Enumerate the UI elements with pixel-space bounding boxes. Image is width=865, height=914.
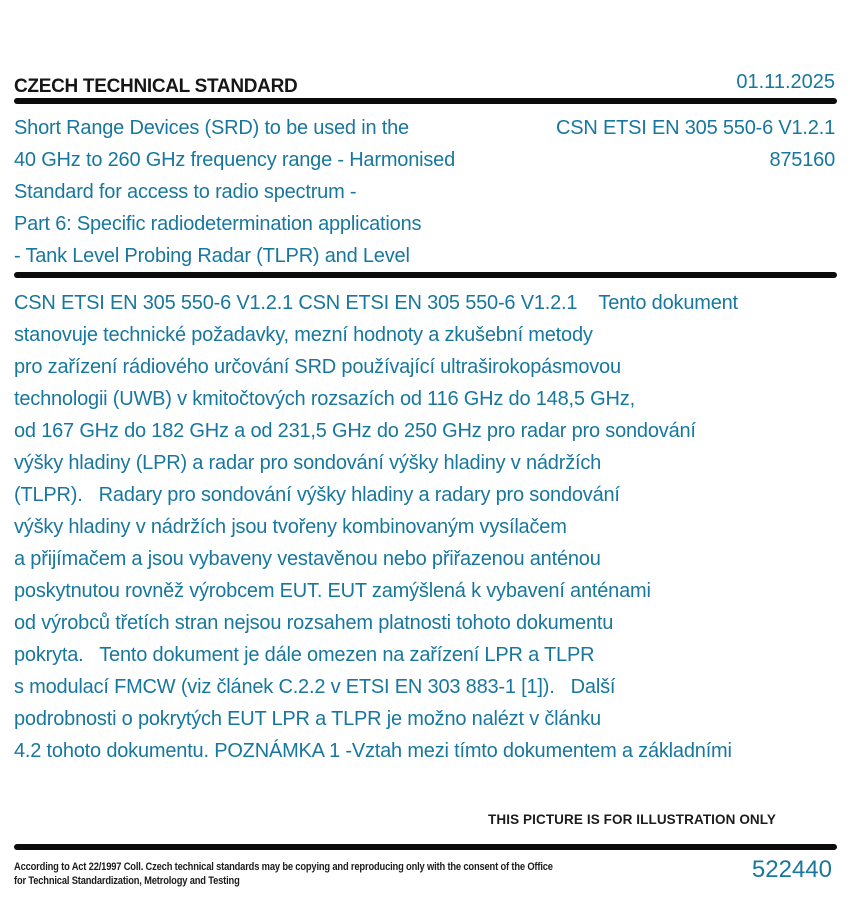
standard-title-line: Standard for access to radio spectrum - xyxy=(14,181,357,203)
abstract-line: stanovuje technické požadavky, mezní hodnoty a zkušební metody xyxy=(14,324,593,346)
page-title: CZECH TECHNICAL STANDARD xyxy=(14,76,298,97)
standard-title-line: - Tank Level Probing Radar (TLPR) and Level xyxy=(14,245,410,267)
copyright-line: for Technical Standardization, Metrology and Testing xyxy=(14,874,240,887)
abstract-line: s modulací FMCW (viz článek C.2.2 v ETSI EN 303 883-1 [1]). Další xyxy=(14,676,616,698)
standard-reference xyxy=(556,112,835,176)
abstract-text xyxy=(14,287,738,767)
standard-title xyxy=(14,112,455,272)
abstract-line: 4.2 tohoto dokumentu. POZNÁMKA 1 -Vztah mezi tímto dokumentem a základními xyxy=(14,740,732,762)
abstract-line: výšky hladiny (LPR) a radar pro sondování výšky hladiny v nádržích xyxy=(14,452,602,474)
abstract-line: výšky hladiny v nádržích jsou tvořeny kombinovaným vysílačem xyxy=(14,516,567,538)
abstract-line: technologii (UWB) v kmitočtových rozsazích od 116 GHz do 148,5 GHz, xyxy=(14,388,635,410)
abstract-line: od výrobců třetích stran nejsou rozsahem platnosti tohoto dokumentu xyxy=(14,612,614,634)
abstract-line: pro zařízení rádiového určování SRD používající ultraširokopásmovou xyxy=(14,356,621,378)
standard-title-line: 40 GHz to 260 GHz frequency range - Harmonised xyxy=(14,149,456,171)
abstract-line: podrobnosti o pokrytých EUT LPR a TLPR je možno nalézt v článku xyxy=(14,708,601,730)
standard-designation: CSN ETSI EN 305 550-6 V1.2.1 xyxy=(556,117,835,139)
abstract-line: od 167 GHz do 182 GHz a od 231,5 GHz do 250 GHz pro radar pro sondování xyxy=(14,420,696,442)
abstract-line: (TLPR). Radary pro sondování výšky hladiny a radary pro sondování xyxy=(14,484,620,506)
title-divider xyxy=(14,272,837,278)
standard-title-line: Short Range Devices (SRD) to be used in the xyxy=(14,117,409,139)
abstract-line: CSN ETSI EN 305 550-6 V1.2.1 CSN ETSI EN 305 550-6 V1.2.1 Tento dokument xyxy=(14,292,738,314)
abstract-line: a přijímačem a jsou vybaveny vestavěnou nebo přiřazenou anténou xyxy=(14,548,601,570)
abstract-line: pokryta. Tento dokument je dále omezen na zařízení LPR a TLPR xyxy=(14,644,595,666)
illustration-notice: THIS PICTURE IS FOR ILLUSTRATION ONLY xyxy=(488,812,776,827)
copyright-line: According to Act 22/1997 Coll. Czech technical standards may be copying and reproducing only with the consent of the Office xyxy=(14,861,553,873)
issue-date: 01.11.2025 xyxy=(736,71,835,93)
header-divider xyxy=(14,98,837,104)
footer-divider xyxy=(14,844,837,850)
copyright-notice xyxy=(14,861,553,888)
standard-title-line: Part 6: Specific radiodetermination applications xyxy=(14,213,422,235)
order-number: 522440 xyxy=(751,856,832,883)
catalog-number: 875160 xyxy=(769,149,835,171)
abstract-line: poskytnutou rovněž výrobcem EUT. EUT zamýšlená k vybavení anténami xyxy=(14,580,651,602)
